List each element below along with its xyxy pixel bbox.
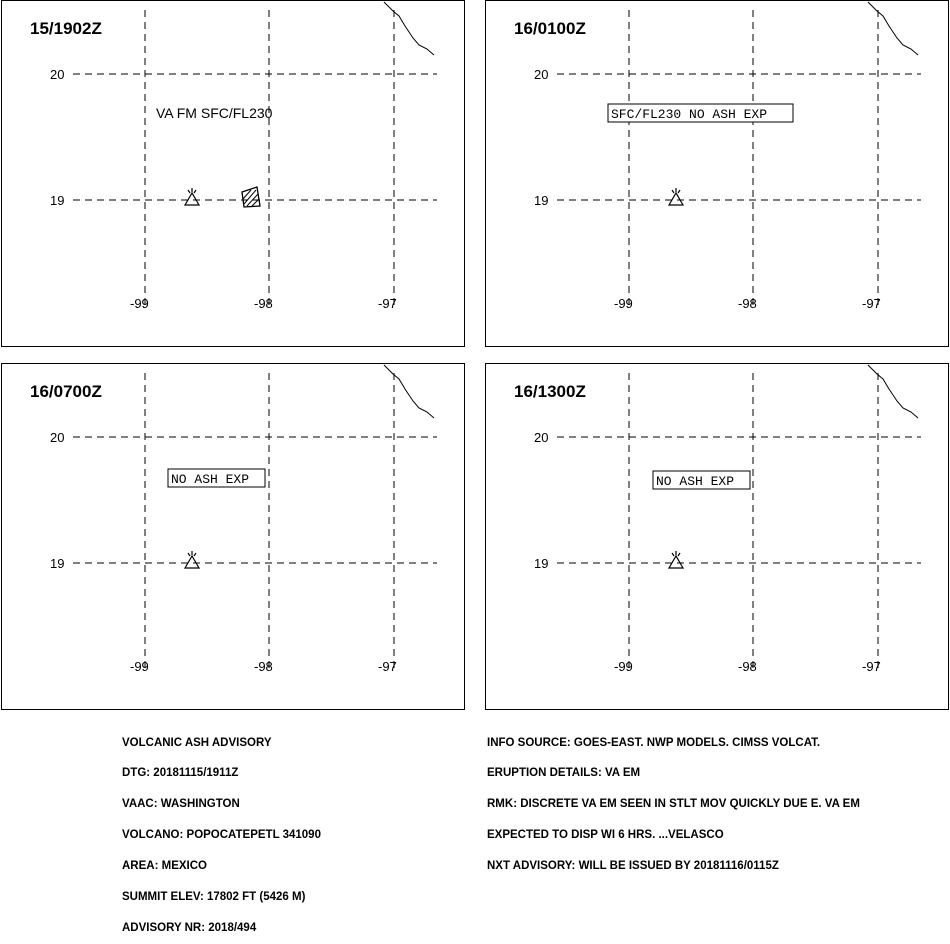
advisory-line: VOLCANO: POPOCATEPETL 341090 xyxy=(122,829,321,842)
panel-border xyxy=(486,364,949,710)
advisory-remarks-block xyxy=(487,717,860,882)
map-panel-3 xyxy=(1,363,465,710)
map-3 xyxy=(1,363,465,710)
lon-label-97: -97 xyxy=(378,296,397,311)
map-panel-1 xyxy=(1,0,465,347)
lat-label-20: 20 xyxy=(534,430,549,445)
remarks-line: NXT ADVISORY: WILL BE ISSUED BY 20181116/0115Z xyxy=(487,860,779,873)
lat-label-20: 20 xyxy=(534,67,549,82)
advisory-header-block xyxy=(122,717,321,944)
map-1 xyxy=(1,0,465,347)
panel-note: VA FM SFC/FL230 xyxy=(156,105,273,121)
lon-label-97: -97 xyxy=(862,659,881,674)
lat-label-20: 20 xyxy=(50,430,65,445)
lon-label-99: -99 xyxy=(130,659,149,674)
panel-note: NO ASH EXP xyxy=(656,474,735,489)
advisory-line: SUMMIT ELEV: 17802 FT (5426 M) xyxy=(122,891,306,904)
panel-time: 16/1300Z xyxy=(514,382,586,401)
remarks-line: EXPECTED TO DISP WI 6 HRS. ...VELASCO xyxy=(487,829,724,842)
advisory-line: AREA: MEXICO xyxy=(122,860,207,873)
panel-border xyxy=(486,1,949,347)
advisory-line: VAAC: WASHINGTON xyxy=(122,798,240,811)
advisory-line: DTG: 20181115/1911Z xyxy=(122,767,239,780)
panel-note: NO ASH EXP xyxy=(171,472,250,487)
map-4 xyxy=(485,363,949,710)
remarks-line: INFO SOURCE: GOES-EAST. NWP MODELS. CIMSS VOLCAT. xyxy=(487,736,821,749)
lon-label-99: -99 xyxy=(614,296,633,311)
lon-label-98: -98 xyxy=(254,296,273,311)
map-panel-4 xyxy=(485,363,949,710)
advisory-line: VOLCANIC ASH ADVISORY xyxy=(122,736,272,749)
lat-label-19: 19 xyxy=(534,193,549,208)
lon-label-99: -99 xyxy=(130,296,149,311)
lat-label-20: 20 xyxy=(50,67,65,82)
lon-label-97: -97 xyxy=(862,296,881,311)
lat-label-19: 19 xyxy=(534,556,549,571)
lon-label-98: -98 xyxy=(738,659,757,674)
panel-time: 15/1902Z xyxy=(30,19,102,38)
lon-label-97: -97 xyxy=(378,659,397,674)
panel-time: 16/0100Z xyxy=(514,19,586,38)
lon-label-99: -99 xyxy=(614,659,633,674)
map-2 xyxy=(485,0,949,347)
panel-time: 16/0700Z xyxy=(30,382,102,401)
lat-label-19: 19 xyxy=(50,193,65,208)
panel-border xyxy=(2,1,465,347)
lon-label-98: -98 xyxy=(254,659,273,674)
lon-label-98: -98 xyxy=(738,296,757,311)
advisory-line: ADVISORY NR: 2018/494 xyxy=(122,921,257,934)
panel-note: SFC/FL230 NO ASH EXP xyxy=(611,107,768,122)
remarks-line: ERUPTION DETAILS: VA EM xyxy=(487,767,641,780)
lat-label-19: 19 xyxy=(50,556,65,571)
remarks-line: RMK: DISCRETE VA EM SEEN IN STLT MOV QUICKLY DUE E. VA EM xyxy=(487,798,860,811)
map-panel-2 xyxy=(485,0,949,347)
panel-border xyxy=(2,364,465,710)
